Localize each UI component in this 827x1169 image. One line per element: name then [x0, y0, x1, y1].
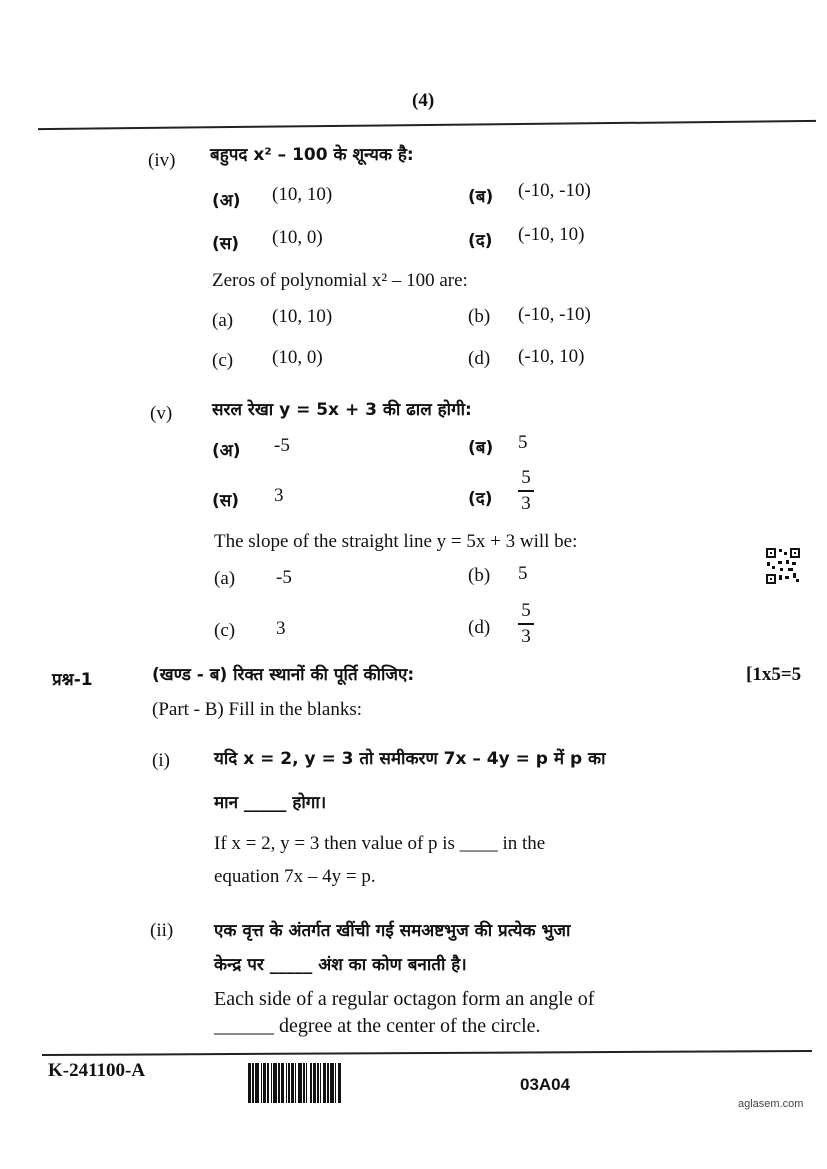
option-label: (b)	[468, 565, 491, 586]
option-label: (ब)	[468, 187, 494, 207]
option-value: 3	[276, 618, 286, 639]
option-value: (-10, 10)	[518, 346, 585, 367]
question-number: (i)	[152, 750, 170, 771]
option-label: (स)	[212, 234, 240, 254]
fraction-five-thirds	[518, 468, 534, 514]
barcode-icon	[248, 1063, 341, 1103]
top-rule	[38, 120, 816, 130]
option-label: (अ)	[212, 191, 241, 211]
option-value: -5	[274, 435, 290, 456]
option-value: 5	[518, 432, 528, 453]
page-number: (4)	[412, 90, 435, 111]
question-english-line1: If x = 2, y = 3 then value of p is ____ in the	[214, 833, 546, 854]
question-hindi-line2: केन्द्र पर _____ अंश का कोण बनाती है।	[214, 955, 467, 975]
paper-code-left: K-241100-A	[48, 1060, 146, 1081]
option-label: (b)	[468, 306, 491, 327]
option-value: (10, 10)	[272, 306, 333, 327]
fraction-numerator: 5	[521, 600, 531, 621]
option-value: 3	[274, 485, 284, 506]
option-label: (d)	[468, 617, 491, 638]
option-label: (द)	[468, 489, 493, 509]
question-hindi-line1: एक वृत्त के अंतर्गत खींची गई समअष्टभुज की प्रत्येक भुजा	[214, 921, 571, 941]
question-hindi-line2: मान _____ होगा।	[214, 793, 327, 813]
fraction-five-thirds	[518, 601, 534, 647]
option-value: (-10, 10)	[518, 224, 585, 245]
option-label: (c)	[214, 620, 236, 641]
question-hindi: सरल रेखा y = 5x + 3 की ढाल होगी:	[212, 400, 472, 420]
option-label: (a)	[212, 310, 234, 331]
option-label: (द)	[468, 231, 493, 251]
option-label: (c)	[212, 350, 234, 371]
option-value: (-10, -10)	[518, 304, 591, 325]
question-number: (v)	[150, 403, 173, 424]
option-value: (10, 0)	[272, 347, 323, 368]
option-value: (10, 10)	[272, 184, 333, 205]
option-value: (10, 0)	[272, 227, 323, 248]
question-label: प्रश्न-1	[52, 670, 93, 690]
section-title-hindi: (खण्ड - ब) रिक्त स्थानों की पूर्ति कीजिए:	[152, 665, 415, 685]
question-english-line2: equation 7x – 4y = p.	[214, 866, 376, 887]
option-label: (स)	[212, 491, 240, 511]
question-english-line2: ______ degree at the center of the circle.	[214, 1015, 541, 1037]
question-english-line1: Each side of a regular octagon form an angle of	[214, 988, 595, 1010]
watermark: aglasem.com	[738, 1098, 804, 1110]
option-label: (d)	[468, 348, 491, 369]
option-label: (a)	[214, 568, 236, 589]
option-value: (-10, -10)	[518, 180, 591, 201]
question-english: Zeros of polynomial x² – 100 are:	[212, 270, 468, 291]
option-label: (ब)	[468, 438, 494, 458]
qr-code-icon	[766, 548, 800, 584]
paper-code-right: 03A04	[520, 1075, 571, 1094]
question-english: The slope of the straight line y = 5x + 3 will be:	[214, 531, 578, 552]
question-number: (ii)	[150, 920, 174, 941]
section-title-english: (Part - B) Fill in the blanks:	[152, 699, 363, 720]
option-value: -5	[276, 567, 292, 588]
marks-label: [1x5=5	[746, 664, 802, 685]
fraction-numerator: 5	[521, 467, 531, 488]
option-label: (अ)	[212, 441, 241, 461]
fraction-denominator: 3	[521, 625, 531, 647]
bottom-rule	[42, 1050, 812, 1056]
question-number: (iv)	[148, 150, 176, 171]
fraction-denominator: 3	[521, 492, 531, 514]
option-value: 5	[518, 563, 528, 584]
question-hindi-line1: यदि x = 2, y = 3 तो समीकरण 7x – 4y = p में p का	[214, 749, 606, 769]
question-hindi: बहुपद x² – 100 के शून्यक है:	[210, 145, 414, 165]
